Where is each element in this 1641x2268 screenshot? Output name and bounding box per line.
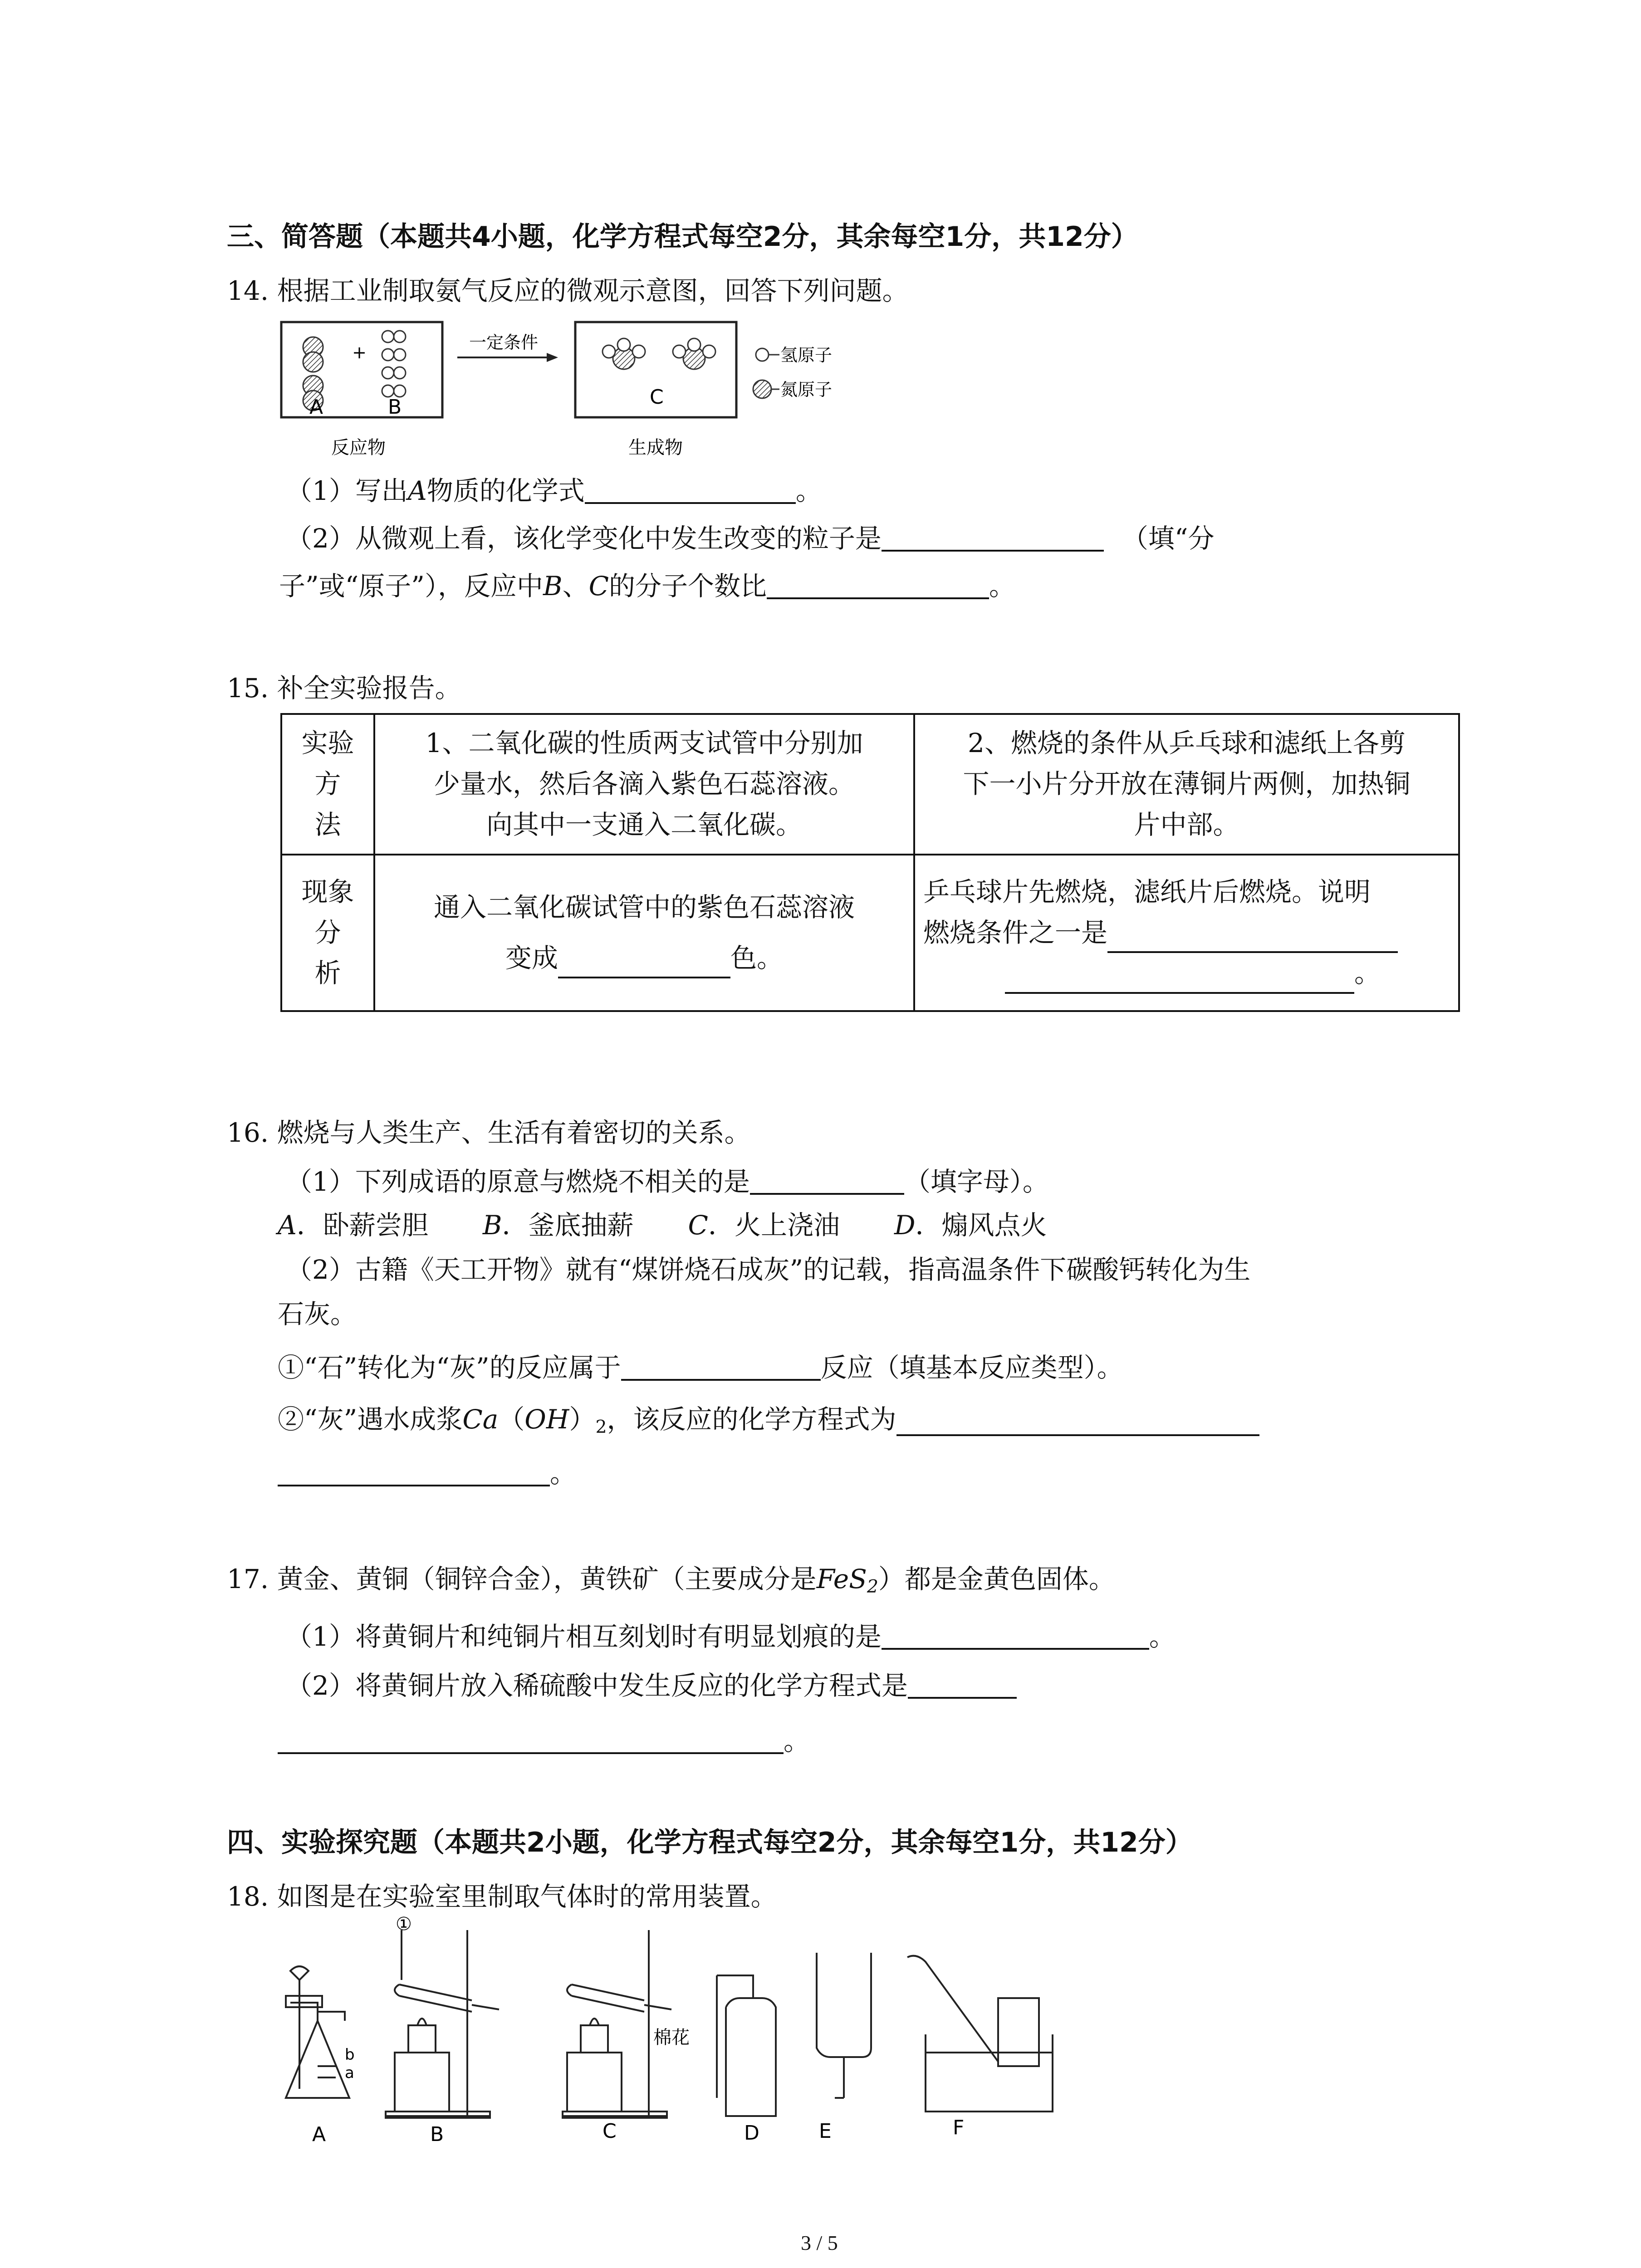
apparatus-E xyxy=(817,1953,871,2098)
table-row2-header: 现象 分 析 xyxy=(281,855,374,1011)
q14-p1-var: A xyxy=(407,475,427,507)
label-b: b xyxy=(345,2046,355,2064)
q14-answer-blank-3[interactable] xyxy=(767,572,989,599)
q16-sub1-prefix: ①“石”转化为“灰”的反应属于 xyxy=(278,1352,621,1383)
label-apparatus-C: C xyxy=(603,2120,617,2143)
q14-p2-line2-prefix: 子”或“原子”），反应中 xyxy=(279,571,543,602)
q14-part1 xyxy=(286,475,822,507)
q16-sub2-prefix: ②“灰”遇水成浆 xyxy=(278,1404,463,1435)
q16-answer-blank-equation-1[interactable] xyxy=(896,1409,1259,1436)
q16-p1-end: （填字母）。 xyxy=(904,1166,1049,1198)
label-B: B xyxy=(388,396,402,419)
label-apparatus-D: D xyxy=(744,2121,759,2143)
table-row1-experiment1: 1、二氧化碳的性质两支试管中分别加 少量水，然后各滴入紫色石蕊溶液。 向其中一支通入二氧化碳。 xyxy=(374,714,914,855)
option-a: A．卧薪尝胆 xyxy=(278,1210,428,1241)
q16-sub2-continuation: 。 xyxy=(278,1460,576,1486)
caption-products: 生成物 xyxy=(628,437,683,458)
q14-sep: 、 xyxy=(562,571,589,602)
molecule-C-1 xyxy=(603,338,645,369)
apparatus-C xyxy=(563,1930,671,2118)
option-b: B．釜底抽薪 xyxy=(482,1210,634,1241)
q16-options xyxy=(278,1210,1047,1241)
q15-answer-blank-color[interactable] xyxy=(558,952,730,978)
q17-stem-suffix: ）都是金黄色固体。 xyxy=(878,1564,1115,1594)
q18-apparatus-diagram xyxy=(272,1916,1062,2143)
label-apparatus-B: B xyxy=(430,2123,444,2143)
q14-answer-blank-2[interactable] xyxy=(882,525,1104,552)
q17-stem: 17. 黄金、黄铜（铜锌合金），黄铁矿（主要成分是FeS$_2$）都是金黄色固体。 xyxy=(227,1564,1115,1597)
q14-answer-blank-1[interactable] xyxy=(585,477,796,504)
q14-reaction-diagram xyxy=(272,313,916,467)
table-row1-header: 实验 方 法 xyxy=(281,714,374,855)
q14-stem: 14. 根据工业制取氨气反应的微观示意图，回答下列问题。 xyxy=(227,275,909,306)
q16-sub2-suffix: ，该反应的化学方程式为 xyxy=(607,1404,896,1435)
label-a: a xyxy=(345,2064,354,2082)
label-apparatus-E: E xyxy=(819,2120,832,2143)
apparatus-F xyxy=(907,1956,1053,2112)
label-apparatus-A: A xyxy=(312,2123,326,2143)
apparatus-B xyxy=(386,1930,499,2118)
plus-sign: + xyxy=(352,342,367,362)
q16-part1 xyxy=(286,1166,1049,1198)
q17-part1: （1）将黄铜片和纯铜片相互刻划时有明显划痕的是 。 xyxy=(286,1621,1176,1652)
hydrogen-atom-legend-icon xyxy=(756,348,769,361)
marker-circled-1: ① xyxy=(396,1916,412,1935)
label-A: A xyxy=(309,396,323,419)
q17-answer-blank-2[interactable] xyxy=(908,1672,1017,1699)
label-apparatus-F: F xyxy=(953,2116,965,2139)
q14-p1-prefix: （1）写出 xyxy=(286,475,408,507)
molecule-C-2 xyxy=(673,338,715,369)
q14-p2-end: 。 xyxy=(989,571,1016,602)
q16-answer-blank-equation-2[interactable] xyxy=(278,1460,550,1486)
q14-p1-end: 。 xyxy=(795,475,822,507)
caption-reactants: 反应物 xyxy=(331,437,386,458)
q14-p2-line2-suffix: 的分子个数比 xyxy=(609,571,767,602)
q14-p1-suffix: 物质的化学式 xyxy=(426,475,585,507)
option-c: C．火上浇油 xyxy=(688,1210,840,1241)
q17-answer-blank-3[interactable] xyxy=(278,1727,784,1754)
legend-hydrogen: 氢原子 xyxy=(780,345,833,365)
q16-sub1-suffix: 反应（填基本反应类型）。 xyxy=(820,1352,1123,1383)
q14-part2-line1 xyxy=(286,525,1215,552)
table-row2-observation2: 乒乓球片先燃烧，滤纸片后燃烧。说明 燃烧条件之一是 。 xyxy=(914,855,1459,1011)
q15-report-table xyxy=(280,713,1460,1012)
q14-p2-hint: （填“分 xyxy=(1122,523,1215,554)
q16-stem: 16. 燃烧与人类生产、生活有着密切的关系。 xyxy=(227,1117,751,1148)
q14-part2-line2 xyxy=(279,571,1016,602)
q17-answer-blank-1[interactable] xyxy=(882,1623,1149,1650)
option-d: D．煽风点火 xyxy=(894,1210,1047,1241)
q16-p1-text: （1）下列成语的原意与燃烧不相关的是 xyxy=(286,1166,750,1198)
q14-var-b: B xyxy=(543,571,563,602)
q18-stem: 18. 如图是在实验室里制取气体时的常用装置。 xyxy=(227,1881,777,1912)
q15-stem: 15. 补全实验报告。 xyxy=(227,673,461,704)
q17-stem-prefix: 17. 黄金、黄铜（铜锌合金），黄铁矿（主要成分是 xyxy=(227,1564,817,1594)
nitrogen-atom-legend-icon xyxy=(753,380,771,398)
q16-answer-blank-1[interactable] xyxy=(750,1168,904,1195)
page-number: 3 / 5 xyxy=(801,2231,838,2254)
apparatus-A xyxy=(286,1966,349,2098)
molecule-B xyxy=(382,331,406,397)
q16-answer-blank-reaction-type[interactable] xyxy=(621,1354,821,1381)
table-row2-observation1: 通入二氧化碳试管中的紫色石蕊溶液 变成 色。 xyxy=(374,855,914,1011)
q17-p2-text: （2）将黄铜片放入稀硫酸中发生反应的化学方程式是 xyxy=(286,1670,908,1701)
q14-p2-text: （2）从微观上看，该化学变化中发生改变的粒子是 xyxy=(286,523,882,554)
label-C: C xyxy=(650,386,664,409)
q16-sub1 xyxy=(278,1354,1123,1381)
q17-part2-continuation: 。 xyxy=(278,1727,810,1754)
legend-nitrogen: 氮原子 xyxy=(780,380,833,400)
q16-sub2: ②“灰”遇水成浆$Ca(OH)_2$，该反应的化学方程式为 xyxy=(278,1406,1259,1436)
table-row1-experiment2: 2、燃烧的条件从乒乓球和滤纸上各剪 下一小片分开放在薄铜片两侧，加热铜 片中部。 xyxy=(914,714,1459,855)
arrow-condition-text: 一定条件 xyxy=(469,332,539,352)
apparatus-D xyxy=(717,1975,776,2116)
q14-var-c: C xyxy=(588,571,609,602)
q15-answer-blank-condition-2[interactable] xyxy=(1005,967,1354,994)
label-cotton: 棉花 xyxy=(653,2027,690,2048)
section4-heading: 四、实验探究题（本题共2小题，化学方程式每空2分，其余每空1分，共12分） xyxy=(227,1827,1193,1858)
q17-part2 xyxy=(286,1672,1017,1699)
q17-p1-text: （1）将黄铜片和纯铜片相互刻划时有明显划痕的是 xyxy=(286,1621,882,1652)
q16-part2-line1: （2）古籍《天工开物》就有“煤饼烧石成灰”的记载，指高温条件下碳酸钙转化为生 xyxy=(286,1254,1251,1285)
q16-part2-line2: 石灰。 xyxy=(278,1299,357,1330)
q15-answer-blank-condition-1[interactable] xyxy=(1107,926,1398,953)
section3-heading: 三、简答题（本题共4小题，化学方程式每空2分，其余每空1分，共12分） xyxy=(227,221,1138,253)
